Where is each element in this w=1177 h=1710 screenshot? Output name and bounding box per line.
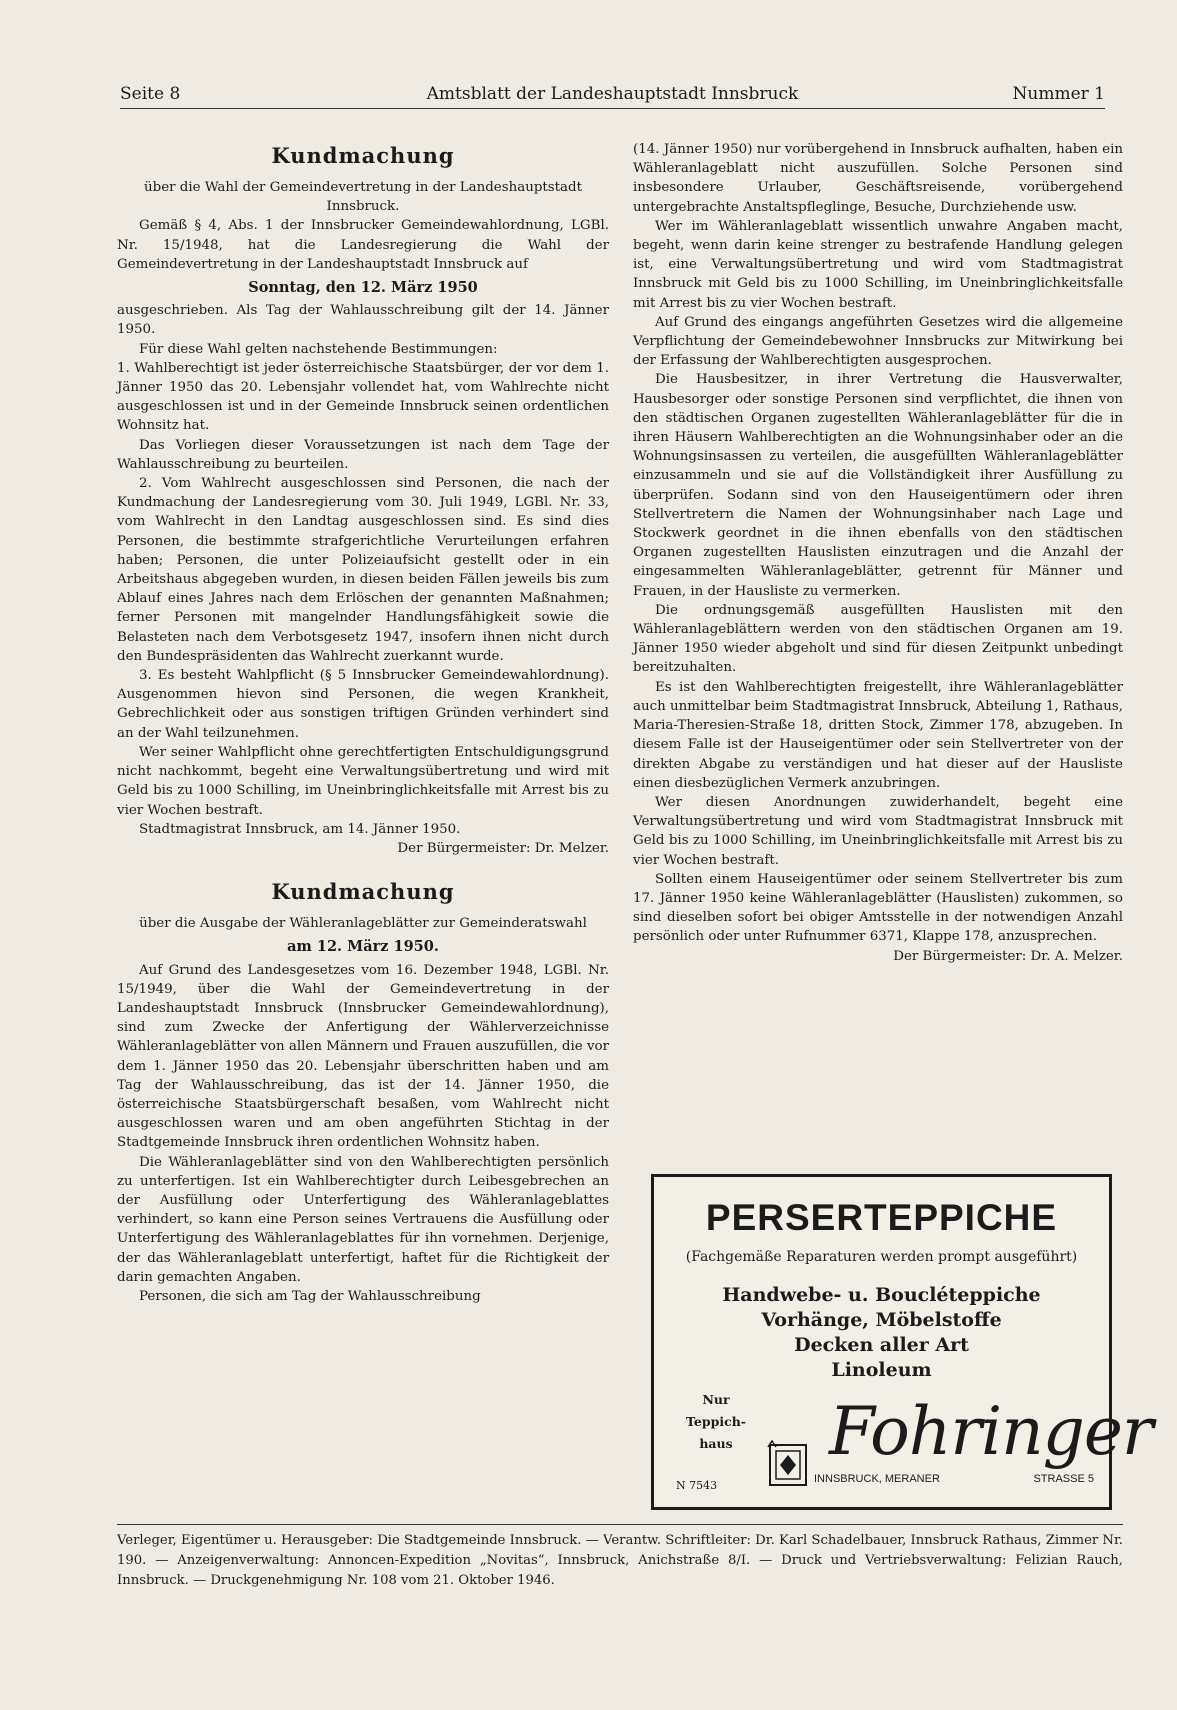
right-column [633, 140, 1123, 966]
page-number: Seite 8 [120, 84, 181, 104]
advertisement [651, 1174, 1153, 1510]
notice2-p3: Personen, die sich am Tag der Wahlausschreibung [139, 1288, 481, 1304]
issue-number: Nummer 1 [1012, 84, 1105, 104]
notice1-p4: Das Vorliegen dieser Voraussetzungen ist nach dem Tage der Wahlausschreibung zu beurteilen. [117, 437, 609, 472]
ad-side-text [676, 1389, 756, 1455]
ad-code: N 7543 [676, 1479, 718, 1492]
publication-title: Amtsblatt der Landeshauptstadt Innsbruck [426, 84, 799, 104]
ad-brand-logo: Fohringer [829, 1393, 1153, 1470]
imprint-footer: Verleger, Eigentümer u. Herausgeber: Die Stadtgemeinde Innsbruck. — Verantw. Schriftleiter: Dr. Karl Schadelbauer, Innsbruck Rathaus, Zimmer Nr. 190. — Anzeigenverwaltung: Annoncen-Expedition „Novitas“, Innsbruck, Anichstraße 8/I. — Druck und Vertriebsverwaltung: Felizian Rauch, Innsbruck. — Druckgenehmigung Nr. 108 vom 21. Oktober 1946. [117, 1524, 1123, 1591]
ad-line-2: Vorhänge, Möbelstoffe [761, 1309, 1002, 1331]
notice1-p6: 3. Es besteht Wahlpflicht (§ 5 Innsbrucker Gemeindewahlordnung). Ausgenommen hievon sind Personen, die wegen Krankheit, Gebrechlichkeit oder aus sonstigen triftigen Gründen verhindert sind an der Wahl teilzunehmen. [117, 668, 609, 741]
ad-line-1: Handwebe- u. Boucléteppiche [722, 1284, 1041, 1306]
ad-city: INNSBRUCK, MERANER [814, 1473, 940, 1485]
notice1-p1: ausgeschrieben. Als Tag der Wahlausschreibung gilt der 14. Jänner 1950. [117, 303, 609, 338]
notice2-title: Kundmachung [271, 879, 455, 905]
notice2-date: am 12. März 1950. [287, 938, 439, 956]
left-column [117, 140, 609, 1306]
notice2-signature: Der Bürgermeister: Dr. A. Melzer. [893, 948, 1123, 964]
ad-side-1: Nur [702, 1392, 730, 1407]
notice1-p2: Für diese Wahl gelten nachstehende Bestimmungen: [139, 341, 498, 357]
notice2-r5: Die ordnungsgemäß ausgefüllten Hauslisten mit den Wähleranlageblättern werden von den städtischen Organen am 19. Jänner 1950 wieder abgeholt und sind für diesen Zeitpunkt unbedingt bereitzuhalten. [633, 602, 1123, 676]
notice2-p2: Die Wähleranlageblätter sind von den Wahlberechtigten persönlich zu unterfertigen. Ist ein Wahlberechtigter durch Leibesgebrechen an der Ausfüllung oder Unterfertigung des Wähleranlageblattes verhindert, so kann eine Person seines Vertrauens die Ausfüllung oder Unterfertigung des Wähleranlageblattes für ihn vornehmen. Derjenige, der das Wähleranlageblatt unterfertigt, haftet für die Richtigkeit der darin gemachten Angaben. [117, 1154, 609, 1285]
notice2-r2: Wer im Wähleranlageblatt wissentlich unwahre Angaben macht, begeht, wenn darin keine strenger zu bestrafende Handlung gelegen ist, eine Verwaltungsübertretung und wird vom Stadtmagistrat Innsbruck mit Geld bis zu 1000 Schilling, im Uneinbringlichkeitsfalle mit Arrest bis zu vier Wochen bestraft. [633, 218, 1123, 311]
notice1-date: Sonntag, den 12. März 1950 [248, 279, 478, 297]
ad-line-4: Linoleum [831, 1359, 932, 1381]
notice1-place: Stadtmagistrat Innsbruck, am 14. Jänner 1950. [139, 821, 461, 837]
notice2-r3: Auf Grund des eingangs angeführten Gesetzes wird die allgemeine Verpflichtung der Gemeindebewohner Innsbrucks zur Mitwirkung bei der Erfassung der Wahlberechtigten ausgesprochen. [633, 314, 1123, 369]
notice2-p1: Auf Grund des Landesgesetzes vom 16. Dezember 1948, LGBl. Nr. 15/1949, über die Wahl der Gemeindevertretung in der Landeshauptstadt Innsbruck (Innsbrucker Gemeindewahlordnung), sind zum Zwecke der Anfertigung der Wählerverzeichnisse Wähleranlageblätter von allen Männern und Frauen auszufüllen, die vor dem 1. Jänner 1950 das 20. Lebensjahr überschritten haben und am Tag der Wahlausschreibung, das ist der 14. Jänner 1950, die österreichische Staatsbürgerschaft besaßen, vom Wahlrecht nicht ausgeschlossen waren und am oben angeführten Stichtag in der Stadtgemeinde Innsbruck ihren ordentlichen Wohnsitz haben. [117, 962, 609, 1151]
page-header [120, 84, 1105, 109]
notice1-signature: Der Bürgermeister: Dr. Melzer. [397, 840, 609, 856]
ad-product-list [654, 1283, 1109, 1383]
ad-side-3: haus [699, 1436, 733, 1451]
ad-side-2: Teppich- [686, 1414, 746, 1429]
notice1-p3: 1. Wahlberechtigt ist jeder österreichische Staatsbürger, der vor dem 1. Jänner 1950 das 20. Lebensjahr vollendet hat, vom Wahlrechte nicht ausgeschlossen ist und in der Gemeinde Innsbruck seinen ordentlichen Wohnsitz hat. [117, 360, 609, 434]
notice1-p7: Wer seiner Wahlpflicht ohne gerechtfertigten Entschuldigungsgrund nicht nachkommt, begeht eine Verwaltungsübertretung und wird mit Geld bis zu 1000 Schilling, im Uneinbringlichkeitsfalle mit Arrest bis zu vier Wochen bestraft. [117, 744, 609, 818]
notice2-r1: (14. Jänner 1950) nur vorübergehend in Innsbruck aufhalten, haben ein Wähleranlageblatt nicht auszufüllen. Solche Personen sind insbesondere Urlauber, Geschäftsreisende, vorübergehend untergebrachte Anstaltspfleglinge, Besuche, Durchziehende usw. [633, 142, 1123, 215]
ad-headline: PERSERTEPPICHE [705, 1197, 1058, 1238]
notice1-intro: Gemäß § 4, Abs. 1 der Innsbrucker Gemeindewahlordnung, LGBl. Nr. 15/1948, hat die Landesregierung die Wahl der Gemeindevertretung in der Landeshauptstadt Innsbruck auf [117, 218, 609, 272]
notice1-subtitle: über die Wahl der Gemeindevertretung in der Landeshauptstadt Innsbruck. [144, 180, 582, 215]
ad-line-3: Decken aller Art [794, 1334, 969, 1356]
notice2-subtitle: über die Ausgabe der Wähleranlageblätter zur Gemeinderatswahl [139, 916, 587, 932]
notice1-title: Kundmachung [271, 143, 455, 168]
ad-street: STRASSE 5 [1033, 1473, 1094, 1485]
notice2-r8: Sollten einem Hauseigentümer oder seinem Stellvertreter bis zum 17. Jänner 1950 keine Wähleranlageblätter (Hauslisten) zukommen, so sind dieselben sofort bei obiger Amtsstelle in der notwendigen Anzahl persönlich oder unter Rufnummer 6371, Klappe 178, anzusprechen. [633, 871, 1123, 945]
notice2-r6: Es ist den Wahlberechtigten freigestellt, ihre Wähleranlageblätter auch unmittelbar beim Stadtmagistrat Innsbruck, Abteilung 1, Rathaus, Maria-Theresien-Straße 18, dritten Stock, Zimmer 178, abzugeben. In diesem Falle ist der Hauseigentümer oder sein Stellvertreter von der direkten Abgabe zu verständigen und hat dieser auf der Hausliste einen diesbezüglichen Vermerk anzubringen. [633, 679, 1123, 791]
rug-icon [766, 1439, 810, 1489]
notice2-r4: Die Hausbesitzer, in ihrer Vertretung die Hausverwalter, Hausbesorger oder sonstige Personen sind verpflichtet, die ihnen von den städtischen Organen zugestellten Wähleranlageblätter für die in ihren Häusern Wahlberechtigten an die Wohnungsinhaber oder an die Wohnungsinsassen zu verteilen, die ausgefüllten Wähleranlageblätter einzusammeln und sie auf die Vollständigkeit ihrer Ausfüllung zu überprüfen. Sodann sind von den Hauseigentümern oder ihren Stellvertretern die Namen der Wohnungsinhaber nach Lage und Stockwerk geordnet in die ihnen ebenfalls von den städtischen Organen zugestellten Hauslisten einzutragen und die Anzahl der eingesammelten Wähleranlageblätter, getrennt für Männer und Frauen, in der Hausliste zu vermerken. [633, 372, 1123, 599]
notice2-r7: Wer diesen Anordnungen zuwiderhandelt, begeht eine Verwaltungsübertretung und wird vom Stadtmagistrat Innsbruck mit Geld bis zu 1000 Schilling, im Uneinbringlichkeitsfalle mit Arrest bis zu vier Wochen bestraft. [633, 794, 1123, 868]
ad-subheadline: (Fachgemäße Reparaturen werden prompt ausgeführt) [685, 1249, 1078, 1265]
notice1-p5: 2. Vom Wahlrecht ausgeschlossen sind Personen, die nach der Kundmachung der Landesregierung vom 30. Juli 1949, LGBl. Nr. 33, vom Wahlrecht in den Landtag ausgeschlossen sind. Es sind dies Personen, die bestimmte strafgerichtliche Verurteilungen erfahren haben; Personen, die unter Polizeiaufsicht gestellt oder in ein Arbeitshaus abgegeben wurden, in diesen beiden Fällen jeweils bis zum Ablauf eines Jahres nach dem Erlöschen der genannten Maßnahmen; ferner Personen mit mangelnder Handlungsfähigkeit sowie die Belasteten nach dem Verbotsgesetz 1947, insofern ihnen nicht durch den Bundespräsidenten das Wahlrecht zuerkannt wurde. [117, 476, 609, 664]
